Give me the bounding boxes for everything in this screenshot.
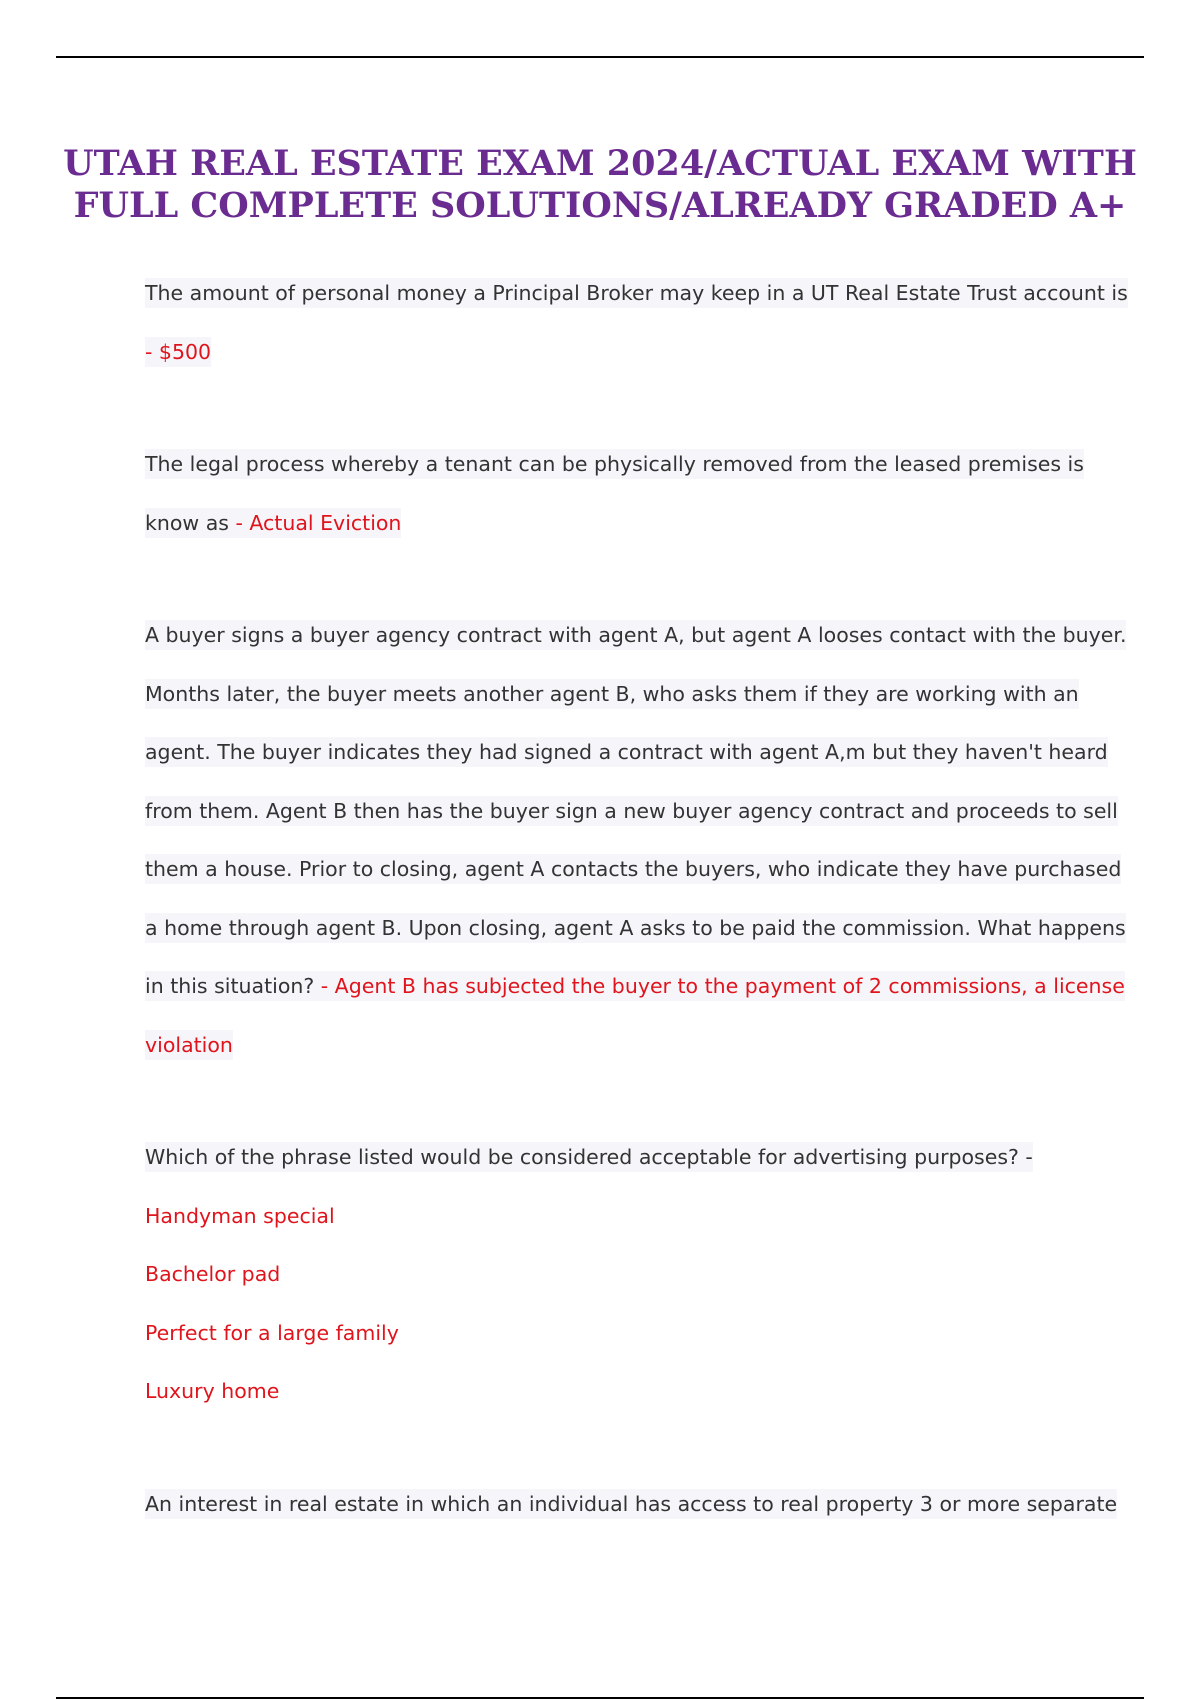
qa-item-3 bbox=[145, 606, 1127, 1074]
answer-option: Luxury home bbox=[145, 1379, 280, 1403]
question-text: agent. The buyer indicates they had signed a contract with agent A,m but they haven't heard bbox=[145, 723, 1085, 782]
qa-item-1 bbox=[145, 264, 1128, 381]
title-line-1: UTAH REAL ESTATE EXAM 2024/ACTUAL EXAM WITH bbox=[63, 143, 1137, 184]
answer-option: Perfect for a large family bbox=[145, 1320, 399, 1345]
answer-text: violation bbox=[145, 1016, 1085, 1075]
answer-text: - $500 bbox=[145, 323, 1085, 382]
title-line-2: FULL COMPLETE SOLUTIONS/ALREADY GRADED A+ bbox=[73, 185, 1127, 226]
qa-item-4 bbox=[145, 1128, 1085, 1421]
question-text: a home through agent B. Upon closing, agent A asks to be paid the commission. What happens bbox=[145, 899, 1085, 958]
top-rule bbox=[56, 56, 1144, 58]
question-text: Which of the phrase listed would be considered acceptable for advertising purposes? - bbox=[145, 1128, 1085, 1187]
qa-item-5 bbox=[145, 1475, 1118, 1534]
question-text: them a house. Prior to closing, agent A contacts the buyers, who indicate they have purchased bbox=[145, 840, 1085, 899]
question-text: An interest in real estate in which an individual has access to real property 3 or more separate bbox=[145, 1475, 1085, 1534]
answer-text: - Actual Eviction bbox=[235, 508, 401, 538]
answer-option: Bachelor pad bbox=[145, 1262, 281, 1286]
question-text: The legal process whereby a tenant can be physically removed from the leased premises is bbox=[145, 435, 1085, 494]
spacer bbox=[145, 552, 1085, 606]
bottom-rule bbox=[56, 1697, 1144, 1699]
question-text: Months later, the buyer meets another agent B, who asks them if they are working with an bbox=[145, 665, 1085, 724]
question-text: The amount of personal money a Principal Broker may keep in a UT Real Estate Trust account is bbox=[145, 264, 1085, 323]
question-answer-line: in this situation? - Agent B has subjected the buyer to the payment of 2 commissions, a license bbox=[145, 957, 1085, 1016]
document-body bbox=[145, 264, 1128, 1533]
answer-text: - Agent B has subjected the buyer to the payment of 2 commissions, a license bbox=[321, 971, 1125, 1001]
spacer bbox=[145, 1421, 1085, 1475]
question-text: from them. Agent B then has the buyer sign a new buyer agency contract and proceeds to sell bbox=[145, 782, 1085, 841]
spacer bbox=[145, 381, 1085, 435]
answer-option: Handyman special bbox=[145, 1203, 335, 1228]
question-text: A buyer signs a buyer agency contract with agent A, but agent A looses contact with the buyer. bbox=[145, 606, 1085, 665]
spacer bbox=[145, 1074, 1085, 1128]
document-title bbox=[60, 143, 1140, 227]
qa-item-2 bbox=[145, 435, 1085, 552]
question-answer-line: know as - Actual Eviction bbox=[145, 494, 1085, 553]
